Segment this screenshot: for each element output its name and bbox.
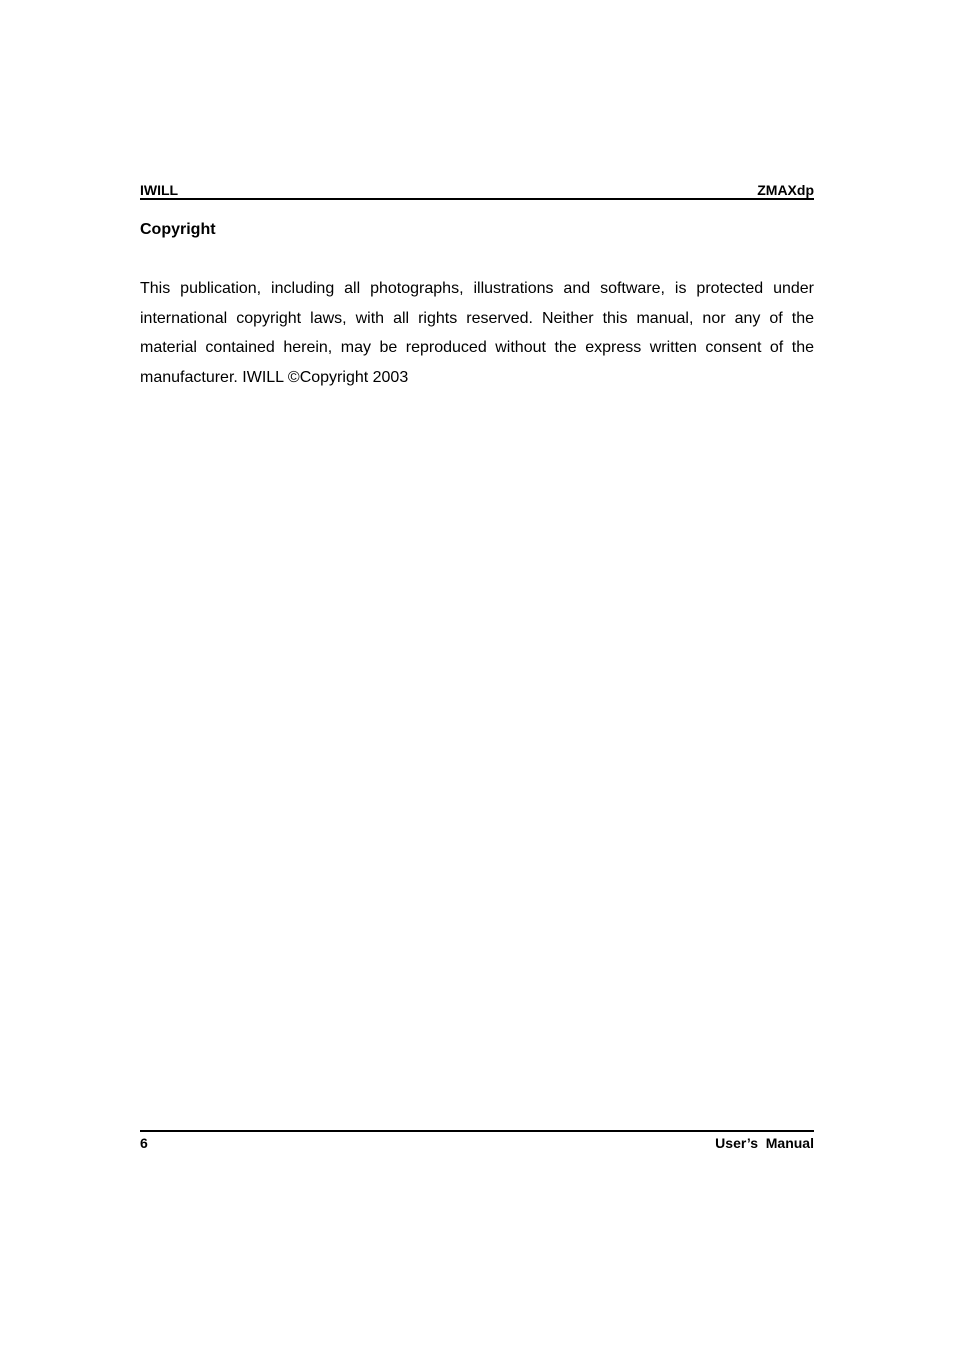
section-title: Copyright xyxy=(140,221,216,238)
copyright-paragraph: This publication, including all photographs, illustrations and software, is protected under international copyright laws, with all rights reserved. Neither this manual, nor any of the material contained herein, may be reproduced without the express written consent of the manufacturer. IWILL ©Copyright 2003 xyxy=(140,280,814,387)
page-footer xyxy=(140,1130,814,1152)
header-model: ZMAXdp xyxy=(757,182,814,198)
page-header xyxy=(140,180,814,200)
header-brand: IWILL xyxy=(140,182,179,198)
footer-manual-title: User’s Manual xyxy=(715,1135,814,1151)
page-number: 6 xyxy=(140,1135,148,1151)
